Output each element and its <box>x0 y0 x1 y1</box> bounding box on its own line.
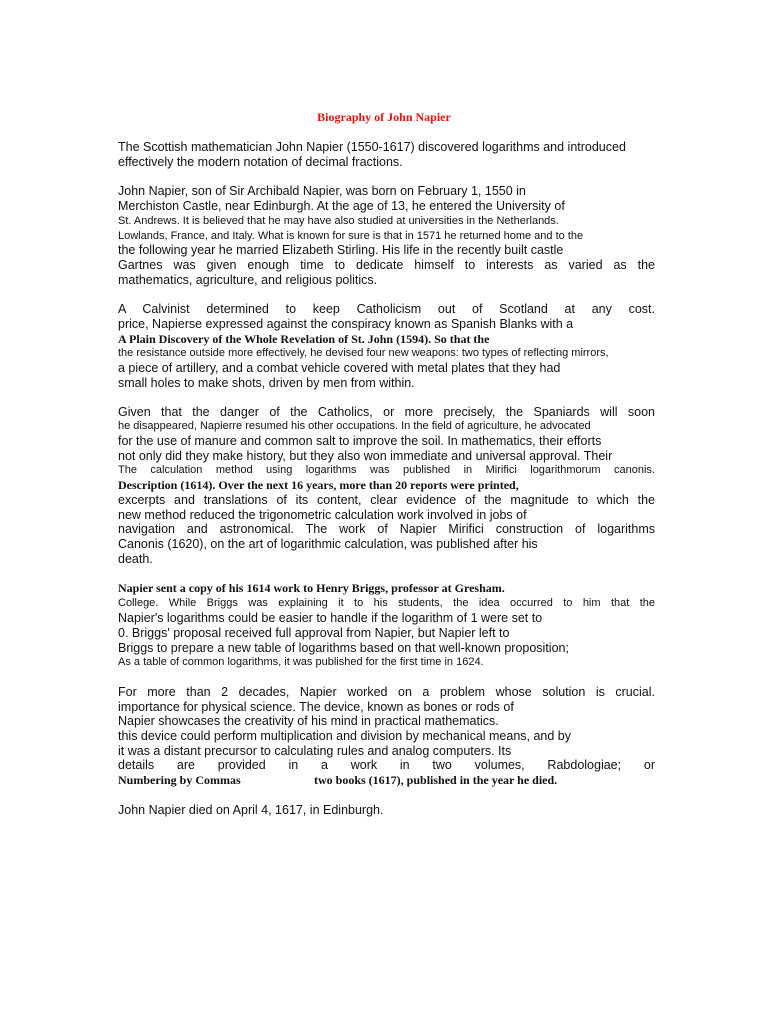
body-line: St. Andrews. It is believed that he may have also studied at universities in the Netherlands. <box>118 215 559 227</box>
body-line: the following year he married Elizabeth Stirling. His life in the recently built castle <box>118 243 564 257</box>
body-line: it was a distant precursor to calculating rules and analog computers. Its <box>118 744 512 758</box>
body-line: Canonis (1620), on the art of logarithmic calculation, was published after his <box>118 537 538 551</box>
body-line: not only did they make history, but they also won immediate and universal approval. Their <box>118 449 613 463</box>
body-line: A Calvinist determined to keep Catholicism out of Scotland at any cost. <box>118 302 655 316</box>
body-line: for the use of manure and common salt to improve the soil. In mathematics, their efforts <box>118 434 602 448</box>
body-line: A Plain Discovery of the Whole Revelation of St. John (1594). So that the <box>118 332 490 346</box>
body-line: Napier's logarithms could be easier to handle if the logarithm of 1 were set to <box>118 611 543 625</box>
body-line: new method reduced the trigonometric calculation work involved in jobs of <box>118 508 527 522</box>
body-line: As a table of common logarithms, it was published for the first time in 1624. <box>118 656 484 668</box>
body-line: Description (1614). Over the next 16 years, more than 20 reports were printed, <box>118 478 519 492</box>
body-line: death. <box>118 552 153 566</box>
body-line: a piece of artillery, and a combat vehicle covered with metal plates that they had <box>118 361 561 375</box>
body-line: importance for physical science. The device, known as bones or rods of <box>118 700 514 714</box>
body-line: details are provided in a work in two volumes, Rabdologiae; or <box>118 758 655 772</box>
body-line: Gartnes was given enough time to dedicate himself to interests as varied as the <box>118 258 655 272</box>
body-line: price, Napierse expressed against the conspiracy known as Spanish Blanks with a <box>118 317 574 331</box>
body-line: The calculation method using logarithms was published in Mirifici logarithmorum canonis. <box>118 464 655 476</box>
body-line: Lowlands, France, and Italy. What is known for sure is that in 1571 he returned home and to the <box>118 230 584 242</box>
body-line: small holes to make shots, driven by men from within. <box>118 376 415 390</box>
body-line: Merchiston Castle, near Edinburgh. At the age of 13, he entered the University of <box>118 199 565 213</box>
body-line: this device could perform multiplication and division by mechanical means, and by <box>118 729 572 743</box>
body-line: Napier sent a copy of his 1614 work to Henry Briggs, professor at Gresham. <box>118 581 505 595</box>
document-title: Biography of John Napier <box>317 110 451 124</box>
body-line: College. While Briggs was explaining it to his students, the idea occurred to him that the <box>118 597 655 609</box>
body-line-split <box>0 772 768 788</box>
body-line: For more than 2 decades, Napier worked on a problem whose solution is crucial. <box>118 685 655 699</box>
body-line: the resistance outside more effectively, he devised four new weapons: two types of reflecting mirrors, <box>118 347 609 359</box>
body-line: The Scottish mathematician John Napier (1550-1617) discovered logarithms and introduced <box>118 140 626 154</box>
body-line: 0. Briggs' proposal received full approval from Napier, but Napier left to <box>118 626 510 640</box>
split-line-left: Numbering by Commas <box>118 773 241 787</box>
body-line: effectively the modern notation of decimal fractions. <box>118 155 403 169</box>
body-line: Given that the danger of the Catholics, or more precisely, the Spaniards will soon <box>118 405 655 419</box>
body-line: Briggs to prepare a new table of logarithms based on that well-known proposition; <box>118 641 569 655</box>
body-line: navigation and astronomical. The work of Napier Mirifici construction of logarithms <box>118 522 655 536</box>
body-line: excerpts and translations of its content, clear evidence of the magnitude to which the <box>118 493 655 507</box>
closing-line: John Napier died on April 4, 1617, in Edinburgh. <box>118 803 384 817</box>
body-line: Napier showcases the creativity of his mind in practical mathematics. <box>118 714 499 728</box>
body-line: John Napier, son of Sir Archibald Napier, was born on February 1, 1550 in <box>118 184 526 198</box>
body-line: mathematics, agriculture, and religious politics. <box>118 273 378 287</box>
body-line: he disappeared, Napierre resumed his other occupations. In the field of agriculture, he advocated <box>118 420 591 432</box>
split-line-right: two books (1617), published in the year he died. <box>314 773 558 787</box>
